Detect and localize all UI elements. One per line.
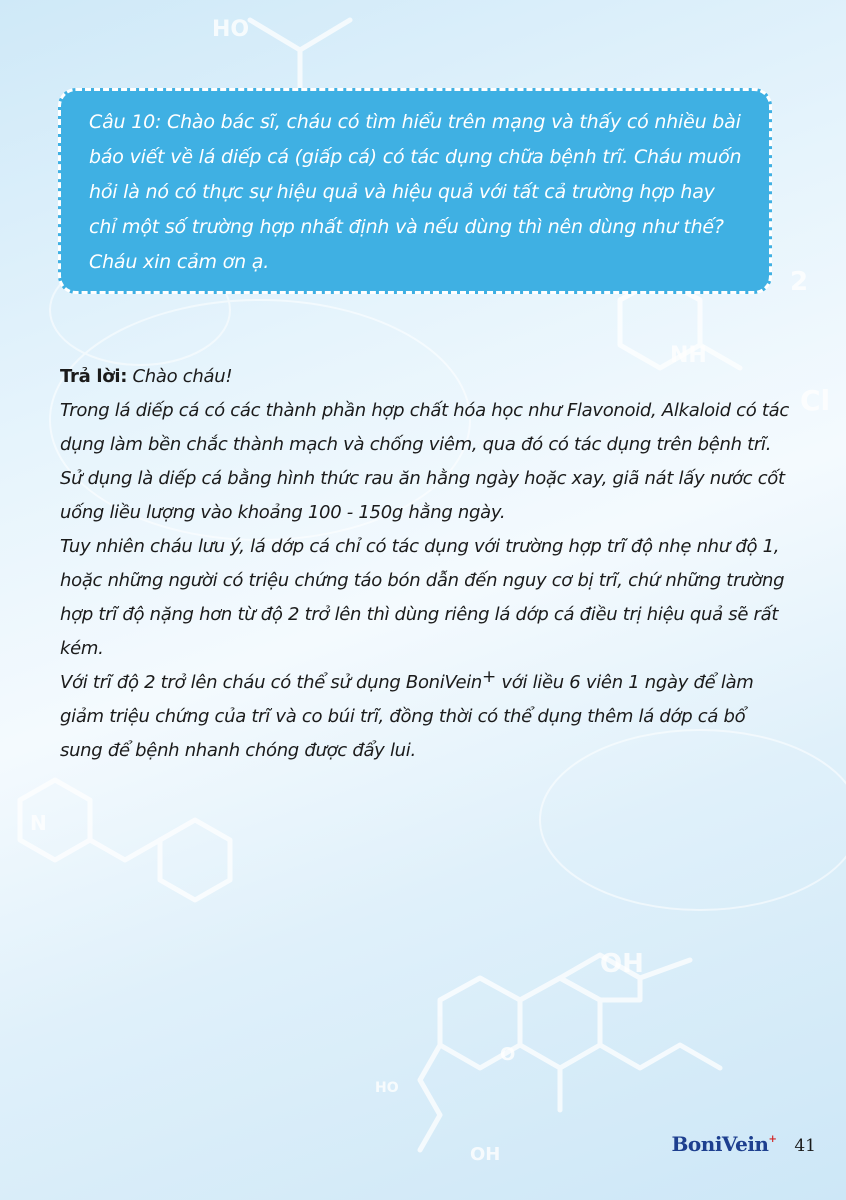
answer-greeting: Chào cháu!	[132, 366, 233, 387]
molecule-label: HO	[212, 17, 250, 42]
molecule-label: OH	[470, 1144, 501, 1165]
bonivein-logo	[672, 1132, 777, 1156]
brand-plus-superscript: +	[482, 667, 496, 687]
molecule-label: N	[30, 811, 47, 835]
answer-paragraph-end: với liều 6 viên 1 ngày để làm giảm triệu chứng của trĩ và co búi trĩ, đồng thời có thể dụng thêm lá dớp cá bổ sung để bệnh nhanh chóng được đẩy lui.	[60, 672, 754, 761]
answer-section	[60, 360, 790, 768]
question-text: Câu 10: Chào bác sĩ, cháu có tìm hiểu trên mạng và thấy có nhiều bài báo viết về lá diếp cá (giấp cá) có tác dụng chữa bệnh trĩ. Cháu muốn hỏi là nó có thực sự hiệu quả và hiệu quả với tất cả trường hợp hay chỉ một số trường hợp nhất định và nếu dùng thì nên dùng như thế? Cháu xin cảm ơn ạ.	[89, 111, 742, 273]
logo-plus: +	[768, 1134, 777, 1145]
molecule-label: 2	[790, 267, 809, 297]
answer-lead	[60, 360, 790, 394]
molecule-label: Cl	[800, 384, 831, 417]
molecule-label: O	[500, 1044, 516, 1065]
molecule-label: NH	[670, 343, 707, 368]
answer-label: Trả lời:	[60, 366, 128, 387]
logo-text: BoniVein	[671, 1132, 769, 1156]
molecule-label: OH	[600, 949, 644, 979]
answer-paragraph	[60, 666, 790, 768]
answer-paragraph: Tuy nhiên cháu lưu ý, lá dớp cá chỉ có tác dụng với trường hợp trĩ độ nhẹ như độ 1, hoặc những người có triệu chứng táo bón dẫn đến nguy cơ bị trĩ, chứ những trường hợp trĩ độ nặng hơn từ độ 2 trở lên thì dùng riêng lá dớp cá điều trị hiệu quả sẽ rất kém.	[60, 536, 785, 659]
answer-paragraph: Trong lá diếp cá có các thành phần hợp chất hóa học như Flavonoid, Alkaloid có tác dụng làm bền chắc thành mạch và chống viêm, qua đó có tác dụng trên bệnh trĩ. Sử dụng là diếp cá bằng hình thức rau ăn hằng ngày hoặc xay, giã nát lấy nước cốt uống liều lượng vào khoảng 100 - 150g hằng ngày.	[60, 400, 789, 523]
question-box	[58, 88, 772, 294]
answer-paragraph-start: Với trĩ độ 2 trở lên cháu có thể sử dụng BoniVein	[60, 672, 483, 693]
molecule-label: HO	[375, 1080, 399, 1096]
page-number: 41	[794, 1136, 816, 1156]
page-footer	[672, 1132, 816, 1156]
